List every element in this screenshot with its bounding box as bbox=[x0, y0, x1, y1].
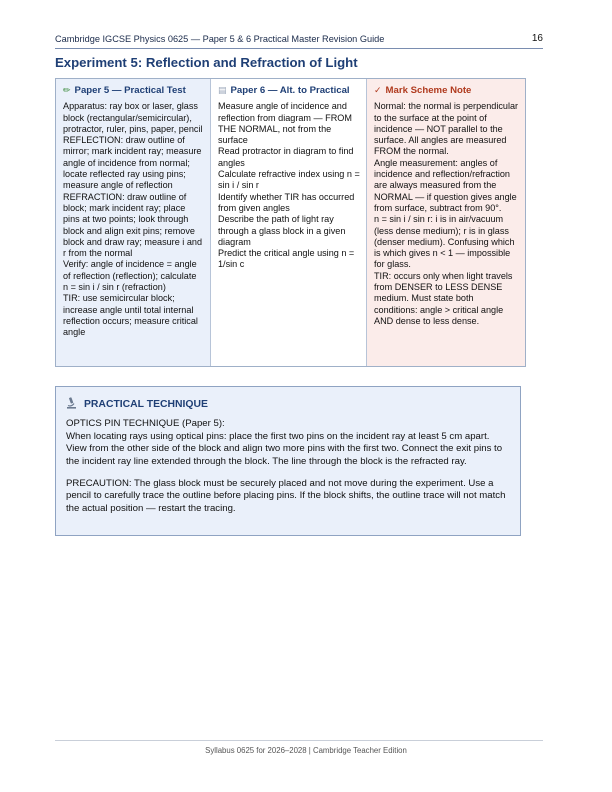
column-mark-scheme bbox=[367, 79, 525, 366]
header-divider bbox=[55, 48, 543, 49]
practical-technique-box bbox=[55, 386, 521, 536]
pencil-icon: ✏ bbox=[63, 85, 71, 95]
list-item: Measure angle of incidence and reflection from diagram — FROM THE NORMAL, not from the surface bbox=[218, 101, 352, 146]
column-heading bbox=[218, 85, 360, 96]
precaution-paragraph: PRECAUTION: The glass block must be securely placed and not move during the experiment. Use a pencil to carefully trace the outline before placing pins. If the block shifts, the outline trace will not match the actual position — restart the tracing. bbox=[66, 478, 506, 514]
list-item: REFLECTION: draw outline of mirror; mark incident ray; measure angle of incidence from normal; locate reflected ray using pins; measure angle of reflection bbox=[63, 135, 202, 191]
list-item: TIR: occurs only when light travels from DENSER to LESS DENSE medium. Must state both conditions: angle > critical angle AND dense to less dense. bbox=[374, 270, 513, 326]
list-item: n = sin i / sin r: i is in air/vacuum (less dense medium); r is in glass (denser medium). Confusing which is which gives n < 1 — impossible for glass. bbox=[374, 214, 515, 270]
column-heading-text: Mark Scheme Note bbox=[385, 85, 472, 96]
technique-heading-text: PRACTICAL TECHNIQUE bbox=[84, 398, 208, 410]
page-footer: Syllabus 0625 for 2026–2028 | Cambridge Teacher Edition bbox=[205, 746, 407, 755]
list-item: Read protractor in diagram to find angles bbox=[218, 146, 354, 168]
list-item: REFRACTION: draw outline of block; mark incident ray; place pins at two points; look through block and align exit pins; remove block and draw ray; measure i and r from the normal bbox=[63, 191, 203, 259]
column-paper-6 bbox=[211, 79, 367, 366]
list-item: TIR: use semicircular block; increase angle until total internal reflection occurs; measure critical angle bbox=[63, 293, 198, 338]
page-number: 16 bbox=[531, 33, 543, 44]
technique-paragraph: When locating rays using optical pins: place the first two pins on the incident ray at least 5 cm apart. View from the other side of the block and align two more pins with the first two. Connect the exit pins to the incident ray line extended through the block. The line through the block is the refracted ray. bbox=[66, 430, 503, 467]
page-icon: ▤ bbox=[218, 85, 227, 95]
list-item: Angle measurement: angles of incidence and reflection/refraction are always measured from the NORMAL — if question gives angle from surface, subtract from 90°. bbox=[374, 157, 517, 213]
check-icon: ✓ bbox=[374, 85, 382, 95]
running-title: Cambridge IGCSE Physics 0625 — Paper 5 & 6 Practical Master Revision Guide bbox=[55, 34, 385, 44]
comparison-table bbox=[55, 78, 526, 367]
running-header bbox=[55, 34, 543, 44]
column-heading bbox=[63, 85, 204, 96]
column-paper-5 bbox=[56, 79, 211, 366]
technique-heading bbox=[66, 397, 510, 412]
column-heading bbox=[374, 85, 519, 96]
list-item: Calculate refractive index using n = sin i / sin r bbox=[218, 169, 360, 191]
column-heading-text: Paper 5 — Practical Test bbox=[74, 85, 186, 96]
list-item: Predict the critical angle using n = 1/sin c bbox=[218, 248, 355, 270]
page-title: Experiment 5: Reflection and Refraction of Light bbox=[55, 55, 358, 70]
list-item: Apparatus: ray box or laser, glass block (rectangular/semicircular), protractor, ruler, pins, paper, pencil bbox=[63, 101, 203, 134]
technique-subheading: OPTICS PIN TECHNIQUE (Paper 5): bbox=[66, 418, 225, 430]
list-item: Describe the path of light ray through a glass block in a given diagram bbox=[218, 214, 346, 247]
column-heading-text: Paper 6 — Alt. to Practical bbox=[230, 85, 350, 96]
list-item: Identify whether TIR has occurred from given angles bbox=[218, 191, 355, 213]
microscope-icon bbox=[66, 397, 77, 412]
list-item: Normal: the normal is perpendicular to the surface at the point of incidence — NOT parallel to the surface. All angles are measured FROM the normal. bbox=[374, 101, 519, 157]
list-item: Verify: angle of incidence = angle of reflection (reflection); calculate n = sin i / sin r (refraction) bbox=[63, 259, 197, 293]
footer-divider bbox=[55, 740, 543, 741]
